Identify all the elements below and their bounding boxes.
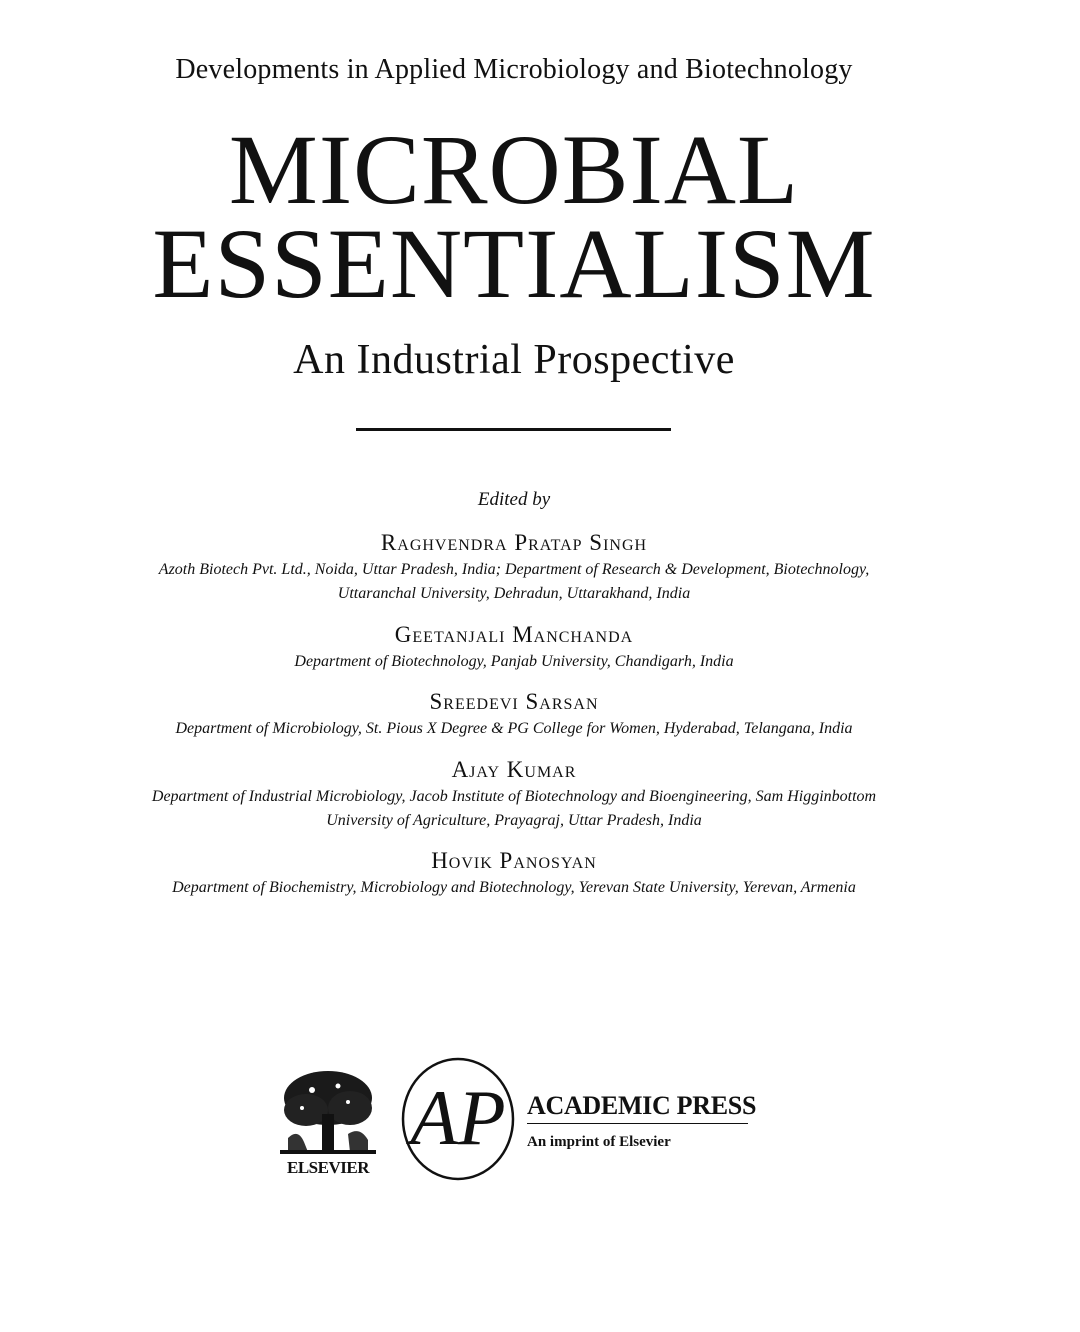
book-subtitle: An Industrial Prospective: [293, 337, 735, 383]
series-title: Developments in Applied Microbiology and Biotechnology: [175, 54, 853, 85]
affiliation-line: Department of Industrial Microbiology, Jacob Institute of Biotechnology and Bioengineering, Sam Higginbottom: [151, 788, 877, 805]
imprint-note: An imprint of Elsevier: [527, 1134, 671, 1150]
editor-affiliation: [0, 876, 1028, 900]
editor-name: Hovik Panosyan: [431, 848, 597, 873]
book-title-line-2: ESSENTIALISM: [152, 208, 876, 319]
academic-press-logo: [400, 1056, 516, 1182]
editor-affiliation: [0, 650, 1028, 674]
editor-name: Raghvendra Pratap Singh: [380, 530, 648, 555]
elsevier-wordmark: ELSEVIER: [287, 1158, 369, 1177]
ap-monogram: AP: [410, 1074, 506, 1161]
affiliation-line: Department of Microbiology, St. Pious X Degree & PG College for Women, Hyderabad, Telangana, India: [175, 720, 853, 737]
academic-press-name: ACADEMIC PRESS: [527, 1091, 757, 1120]
affiliation-line: Department of Biochemistry, Microbiology and Biotechnology, Yerevan State University, Yerevan, Armenia: [172, 879, 856, 896]
editor-affiliation: [0, 785, 1028, 833]
editor-affiliation: [0, 558, 1028, 606]
editor-name: Geetanjali Manchanda: [394, 622, 634, 647]
affiliation-line: Department of Biotechnology, Panjab University, Chandigarh, India: [294, 653, 734, 670]
edited-by-label: Edited by: [477, 489, 551, 510]
publisher-divider: [527, 1123, 748, 1124]
editor-name: Sreedevi Sarsan: [429, 689, 599, 714]
affiliation-line: Uttaranchal University, Dehradun, Uttarakhand, India: [337, 585, 691, 602]
book-title-line-1: MICROBIAL: [228, 114, 800, 225]
editor-affiliation: [0, 717, 1028, 741]
editor-name: Ajay Kumar: [451, 757, 577, 782]
affiliation-line: University of Agriculture, Prayagraj, Uttar Pradesh, India: [326, 812, 702, 829]
title-divider: [356, 428, 671, 431]
affiliation-line: Azoth Biotech Pvt. Ltd., Noida, Uttar Pradesh, India; Department of Research & Development, Biotechnology,: [158, 561, 870, 578]
